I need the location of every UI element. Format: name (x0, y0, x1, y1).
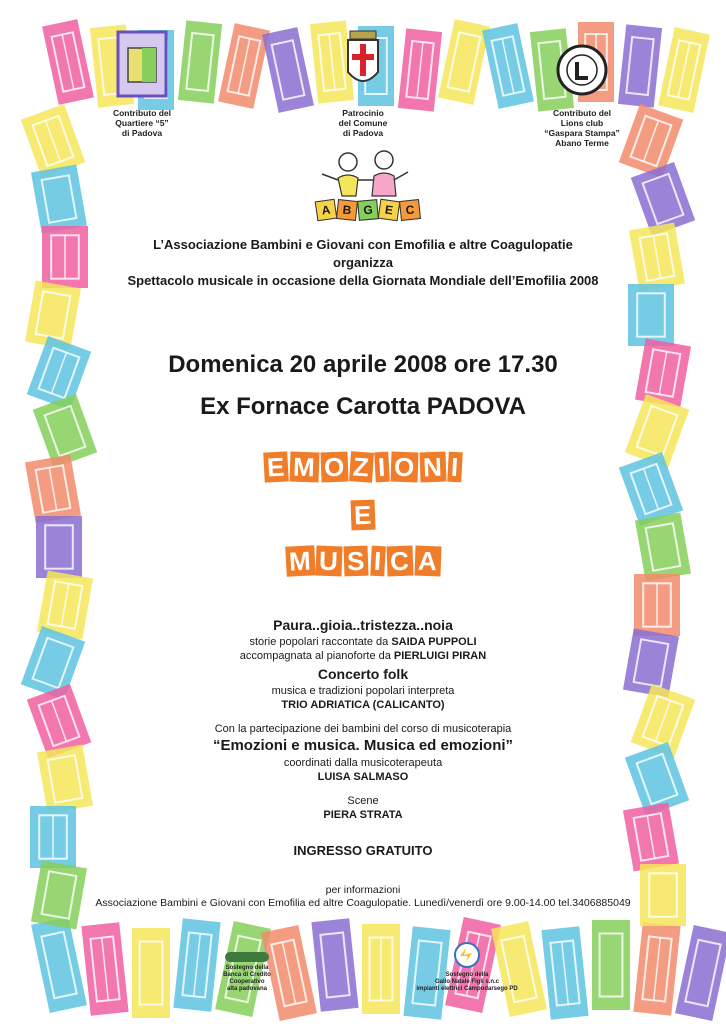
organizer-block (0, 236, 726, 290)
door-icon (132, 928, 170, 1018)
sponsor-right-line1: Contributo del (552, 108, 612, 118)
title-letter: A (414, 546, 441, 577)
title-letter: I (370, 546, 386, 577)
part1-line1-text: storie popolari raccontate da (249, 636, 392, 648)
show-title-line3 (0, 546, 726, 576)
door-icon (592, 920, 630, 1010)
part1-line2-text: accompagnata al pianoforte da (239, 650, 394, 662)
logo-block-c: C (399, 199, 421, 221)
title-letter: E (263, 451, 289, 482)
title-letter: I (374, 452, 390, 483)
sponsor-center-line1: Patrocinio (342, 108, 384, 118)
sponsor-comune (318, 28, 408, 138)
gallo-line3: impianti elettrici Campodarsego PD (416, 986, 518, 992)
title-letter: M (290, 452, 320, 483)
door-icon (362, 924, 400, 1014)
show-title-line1 (0, 452, 726, 482)
children-drawing-icon (312, 150, 412, 206)
sponsor-center-line3: di Padova (342, 128, 384, 138)
sponsor-right-line2: Lions club (560, 118, 604, 128)
sponsor-left-line2: Quartiere “5” (115, 118, 169, 128)
part3-therapist-name: LUISA SALMASO (317, 771, 409, 783)
logo-block-g: G (357, 199, 379, 221)
title-letter: U (316, 546, 343, 577)
part3-line2: coordinati dalla musicoterapeuta (283, 757, 443, 769)
gallo-line1: Sostegno della (445, 972, 489, 978)
part1-title: Paura..gioia..tristezza..noia (273, 617, 453, 633)
gallo-logo-icon (452, 942, 482, 968)
bottom-sponsor-gallo (412, 942, 522, 993)
event-venue: Ex Fornace Carotta PADOVA (200, 393, 526, 420)
organizer-line1: L’Associazione Bambini e Giovani con Emofilia e altre Coagulopatie (153, 237, 573, 252)
padova-crest-icon (340, 28, 386, 100)
logo-block-a: A (315, 199, 338, 222)
organizer-line2: organizza (333, 255, 393, 270)
door-icon (482, 23, 534, 109)
title-letter: O (391, 452, 419, 483)
title-letter: M (285, 545, 315, 576)
bank-line2: Banca di Credito Cooperativo (223, 972, 271, 985)
title-letter: E (350, 500, 375, 531)
part3-title: “Emozioni e musica. Musica ed emozioni” (212, 737, 514, 754)
door-icon (81, 922, 128, 1015)
door-icon (438, 19, 490, 105)
quartiere-logo-icon (114, 28, 170, 100)
sponsor-left-line1: Contributo del (112, 108, 172, 118)
title-letter: N (420, 452, 447, 483)
sponsor-right-line4: Abano Terme (555, 138, 609, 148)
sponsor-quartiere (94, 28, 190, 138)
info-block (0, 884, 726, 910)
event-date: Domenica 20 aprile 2008 ore 17.30 (168, 351, 558, 378)
door-icon (262, 27, 314, 113)
bank-logo-icon (225, 952, 269, 962)
abgec-children-logo (312, 150, 416, 230)
door-icon (31, 164, 87, 233)
info-line2: Associazione Bambini e Giovani con Emofilia ed altre Coagulopatie. Lunedì/venerdì ore 9.00-14.00 tel.3406885049 (95, 897, 631, 909)
door-icon (541, 926, 588, 1019)
show-title-line2 (0, 500, 726, 530)
door-icon (42, 19, 94, 105)
scene-label: Scene (347, 795, 379, 807)
door-icon (658, 27, 710, 113)
title-letter: Z (349, 451, 374, 483)
lions-club-logo-icon (555, 40, 609, 100)
door-icon (218, 23, 270, 109)
part2-performer: TRIO ADRIATICA (CALICANTO) (281, 699, 445, 711)
logo-block-e: E (378, 199, 401, 222)
title-letter: I (447, 452, 463, 483)
door-icon (311, 918, 358, 1011)
door-icon (628, 284, 674, 346)
title-letter: C (386, 546, 413, 577)
part3-line1: Con la partecipazione dei bambini del corso di musicoterapia (214, 723, 512, 735)
title-letter: S (344, 546, 369, 577)
bank-line3: alta padovana (226, 986, 267, 992)
sponsor-right-line3: “Gaspara Stampa” (544, 128, 620, 138)
door-icon (675, 925, 726, 1021)
part1-line2 (0, 649, 726, 663)
part2-title: Concerto folk (317, 666, 409, 682)
bottom-sponsor-bank (212, 952, 282, 993)
sponsor-center-line2: del Comune (338, 118, 388, 128)
part1-pianist-name: PIERLUIGI PIRAN (393, 650, 487, 662)
door-icon (633, 922, 680, 1015)
scene-name: PIERA STRATA (323, 809, 403, 821)
sponsor-lions (532, 40, 632, 148)
sponsor-left-line3: di Padova (121, 128, 163, 138)
info-line1: per informazioni (325, 884, 401, 896)
part1-line1 (0, 635, 726, 649)
title-letter: O (320, 452, 348, 483)
part2-line1: musica e tradizioni popolari interpreta (271, 685, 455, 697)
logo-block-b: B (336, 199, 358, 221)
gallo-line2: Gallo Natale Figli s.n.c (434, 979, 500, 985)
organizer-line3: Spettacolo musicale in occasione della Giornata Mondiale dell’Emofilia 2008 (127, 273, 599, 288)
free-entry: INGRESSO GRATUITO (293, 843, 433, 858)
program-block (0, 616, 726, 858)
part1-performer-name: SAIDA PUPPOLI (391, 636, 477, 648)
door-icon (31, 917, 87, 1013)
bank-line1: Sostegno della (225, 965, 269, 971)
